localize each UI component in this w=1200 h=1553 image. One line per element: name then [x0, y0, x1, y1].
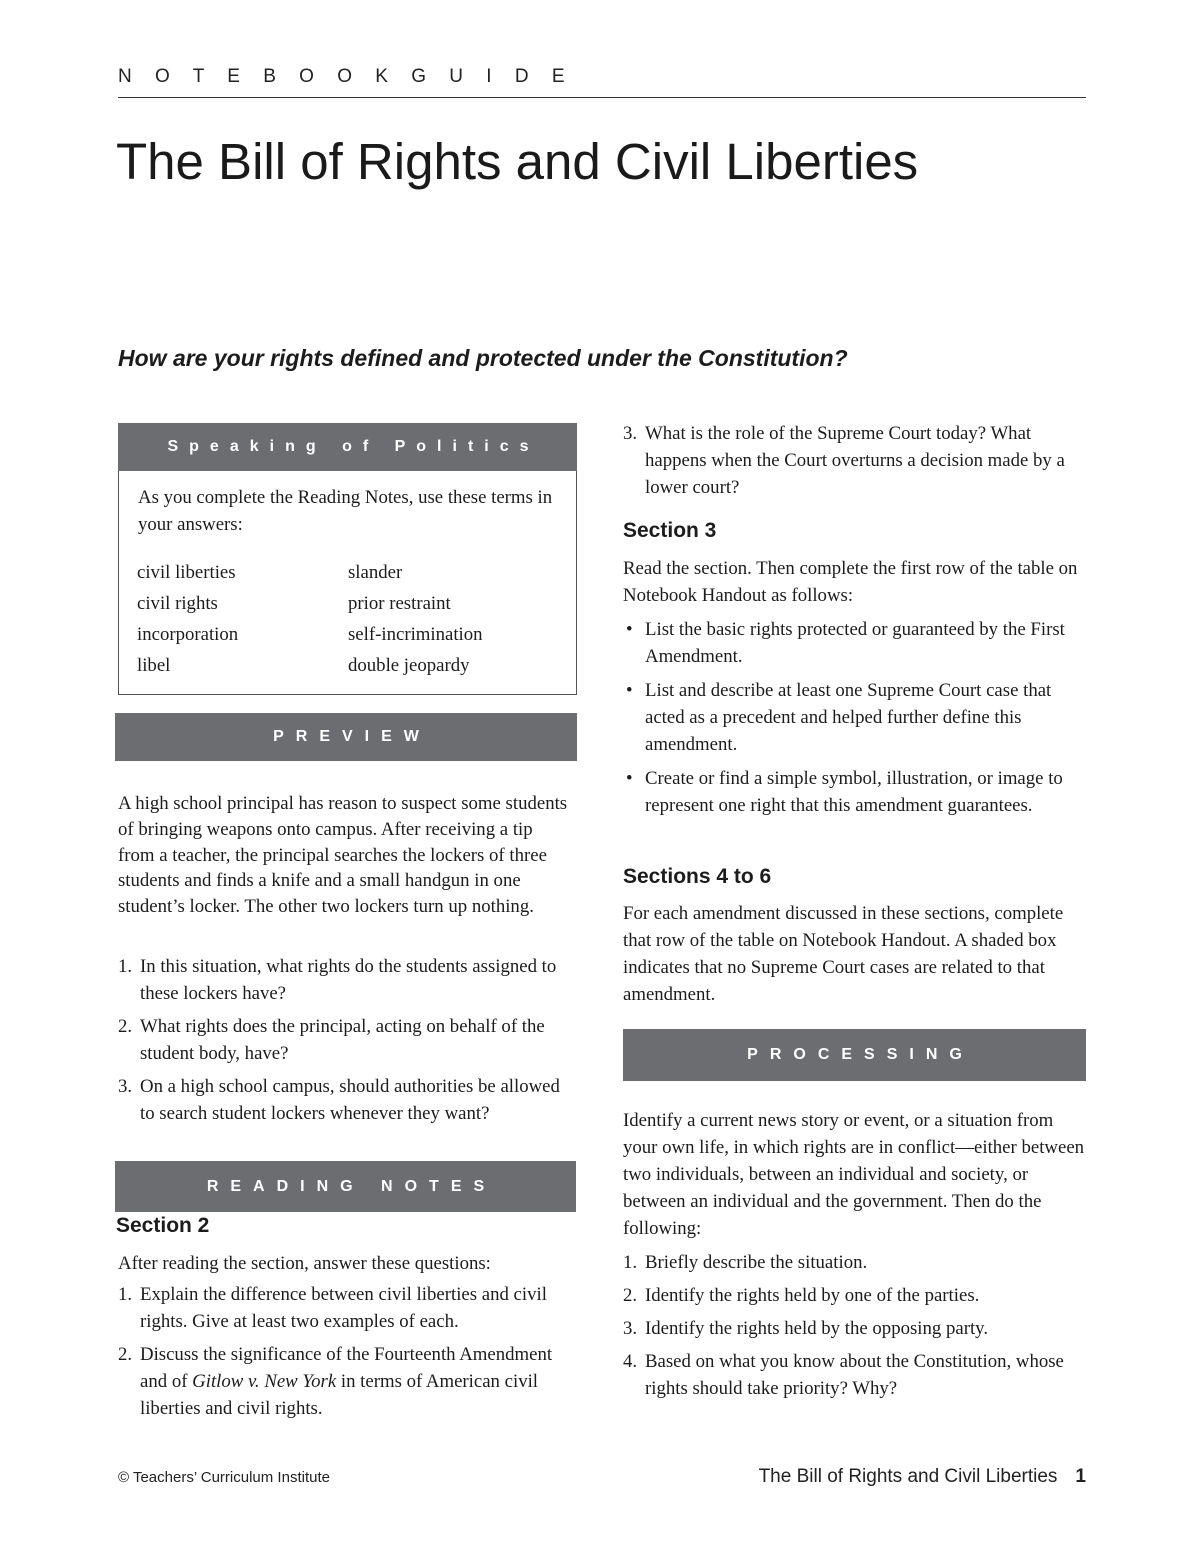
- terms-left-column: [137, 557, 238, 681]
- processing-heading: [623, 1029, 1086, 1081]
- bullet-item: [623, 765, 1086, 819]
- item-number: 2.: [623, 1285, 638, 1306]
- item-text-a: Discuss the significance of the Fourteenth Amendment and of: [140, 1344, 553, 1392]
- processing-paragraph: Identify a current news story or event, or a situation from your own life, in which rights are in conflict—either between two individuals, between an individual and society, or between an individual and the government. Then do the following:: [623, 1110, 1085, 1239]
- preview-heading-text: PREVIEW: [273, 728, 431, 745]
- bullet-text: Create or find a simple symbol, illustration, or image to represent one right that this amendment guarantees.: [645, 768, 1063, 816]
- speaking-heading-text: Speaking of Politics: [167, 438, 540, 455]
- item-text: Identify the rights held by the opposing party.: [645, 1318, 989, 1339]
- term: incorporation: [137, 624, 239, 645]
- item-number: 3.: [623, 1318, 638, 1339]
- section-2-questions: [118, 1281, 573, 1428]
- list-item: [118, 1073, 578, 1127]
- page-number: 1: [1075, 1466, 1086, 1487]
- speaking-intro: As you complete the Reading Notes, use these terms in your answers:: [138, 487, 553, 535]
- list-item: [623, 420, 1073, 501]
- reading-notes-heading-text: READING NOTES: [206, 1177, 497, 1195]
- preview-heading: [115, 713, 577, 761]
- list-item: [118, 1281, 573, 1335]
- term: prior restraint: [348, 593, 451, 614]
- bullet-icon: •: [626, 619, 633, 640]
- preview-questions: [118, 953, 578, 1133]
- term: libel: [137, 655, 171, 676]
- essential-question: How are your rights defined and protected under the Constitution?: [118, 345, 848, 371]
- list-item: [623, 1315, 1083, 1342]
- bullet-text: List the basic rights protected or guaranteed by the First Amendment.: [645, 619, 1065, 667]
- item-number: 3.: [118, 1076, 133, 1097]
- item-text: On a high school campus, should authorities be allowed to search student lockers whenever they want?: [140, 1076, 560, 1124]
- item-number: 3.: [623, 423, 638, 444]
- item-number: 1.: [118, 1284, 133, 1305]
- sections-4-6-title: Sections 4 to 6: [623, 865, 772, 888]
- page-title: The Bill of Rights and Civil Liberties: [116, 133, 919, 190]
- term: civil rights: [137, 593, 218, 614]
- item-text-b: in terms of American civil liberties and civil rights.: [140, 1371, 539, 1419]
- running-title: The Bill of Rights and Civil Liberties: [758, 1466, 1058, 1487]
- list-item: [623, 1249, 1083, 1276]
- section-2-title: Section 2: [116, 1214, 210, 1237]
- list-item: [623, 1282, 1083, 1309]
- item-text: Based on what you know about the Constitution, whose rights should take priority? Why?: [645, 1351, 1064, 1399]
- list-item: [118, 953, 578, 1007]
- preview-paragraph: A high school principal has reason to suspect some students of bringing weapons onto campus. After receiving a tip from a teacher, the principal searches the lockers of three students and finds a knife and a small handgun in one student’s locker. The other two lockers turn up nothing.: [118, 793, 568, 918]
- item-text: Identify the rights held by one of the parties.: [645, 1285, 980, 1306]
- bullet-icon: •: [626, 680, 633, 701]
- term: slander: [348, 562, 403, 583]
- reading-notes-heading: [115, 1161, 576, 1212]
- item-number: 1.: [623, 1252, 638, 1273]
- notebook-guide-label: N O T E B O O K G U I D E: [118, 66, 574, 87]
- page-footer: [759, 1466, 1086, 1488]
- processing-steps: [623, 1249, 1083, 1408]
- section-3-bullets: [623, 616, 1086, 826]
- list-item: [623, 1348, 1083, 1402]
- header-rule: [118, 97, 1086, 98]
- bullet-item: [623, 677, 1086, 758]
- list-item: [118, 1341, 573, 1422]
- section-3-title: Section 3: [623, 519, 717, 542]
- copyright-notice: © Teachers’ Curriculum Institute: [118, 1469, 330, 1486]
- case-name: Gitlow v. New York: [192, 1371, 337, 1392]
- speaking-of-politics-heading: [118, 423, 577, 471]
- term: double jeopardy: [348, 655, 470, 676]
- item-text: Explain the difference between civil liberties and civil rights. Give at least two examples of each.: [140, 1284, 547, 1332]
- item-number: 1.: [118, 956, 133, 977]
- bullet-item: [623, 616, 1086, 670]
- list-item: [118, 1013, 578, 1067]
- section-2-intro: After reading the section, answer these questions:: [118, 1253, 491, 1274]
- item-number: 2.: [118, 1344, 133, 1365]
- section-2-question-3: [623, 420, 1073, 507]
- term: self-incrimination: [348, 624, 483, 645]
- item-text: Briefly describe the situation.: [645, 1252, 868, 1273]
- item-number: 2.: [118, 1016, 133, 1037]
- item-number: 4.: [623, 1351, 638, 1372]
- item-text: In this situation, what rights do the students assigned to these lockers have?: [140, 956, 557, 1004]
- bullet-text: List and describe at least one Supreme Court case that acted as a precedent and helped further define this amendment.: [645, 680, 1052, 755]
- processing-heading-text: PROCESSING: [747, 1046, 974, 1063]
- sections-4-6-text: For each amendment discussed in these sections, complete that row of the table on Notebook Handout. A shaded box indicates that no Supreme Court cases are related to that amendment.: [623, 903, 1064, 1005]
- section-3-intro: Read the section. Then complete the first row of the table on Notebook Handout as follows:: [623, 558, 1078, 606]
- terms-right-column: [348, 557, 483, 681]
- item-text: What rights does the principal, acting on behalf of the student body, have?: [140, 1016, 545, 1064]
- item-text: What is the role of the Supreme Court today? What happens when the Court overturns a decision made by a lower court?: [645, 423, 1065, 498]
- term: civil liberties: [137, 562, 236, 583]
- bullet-icon: •: [626, 768, 633, 789]
